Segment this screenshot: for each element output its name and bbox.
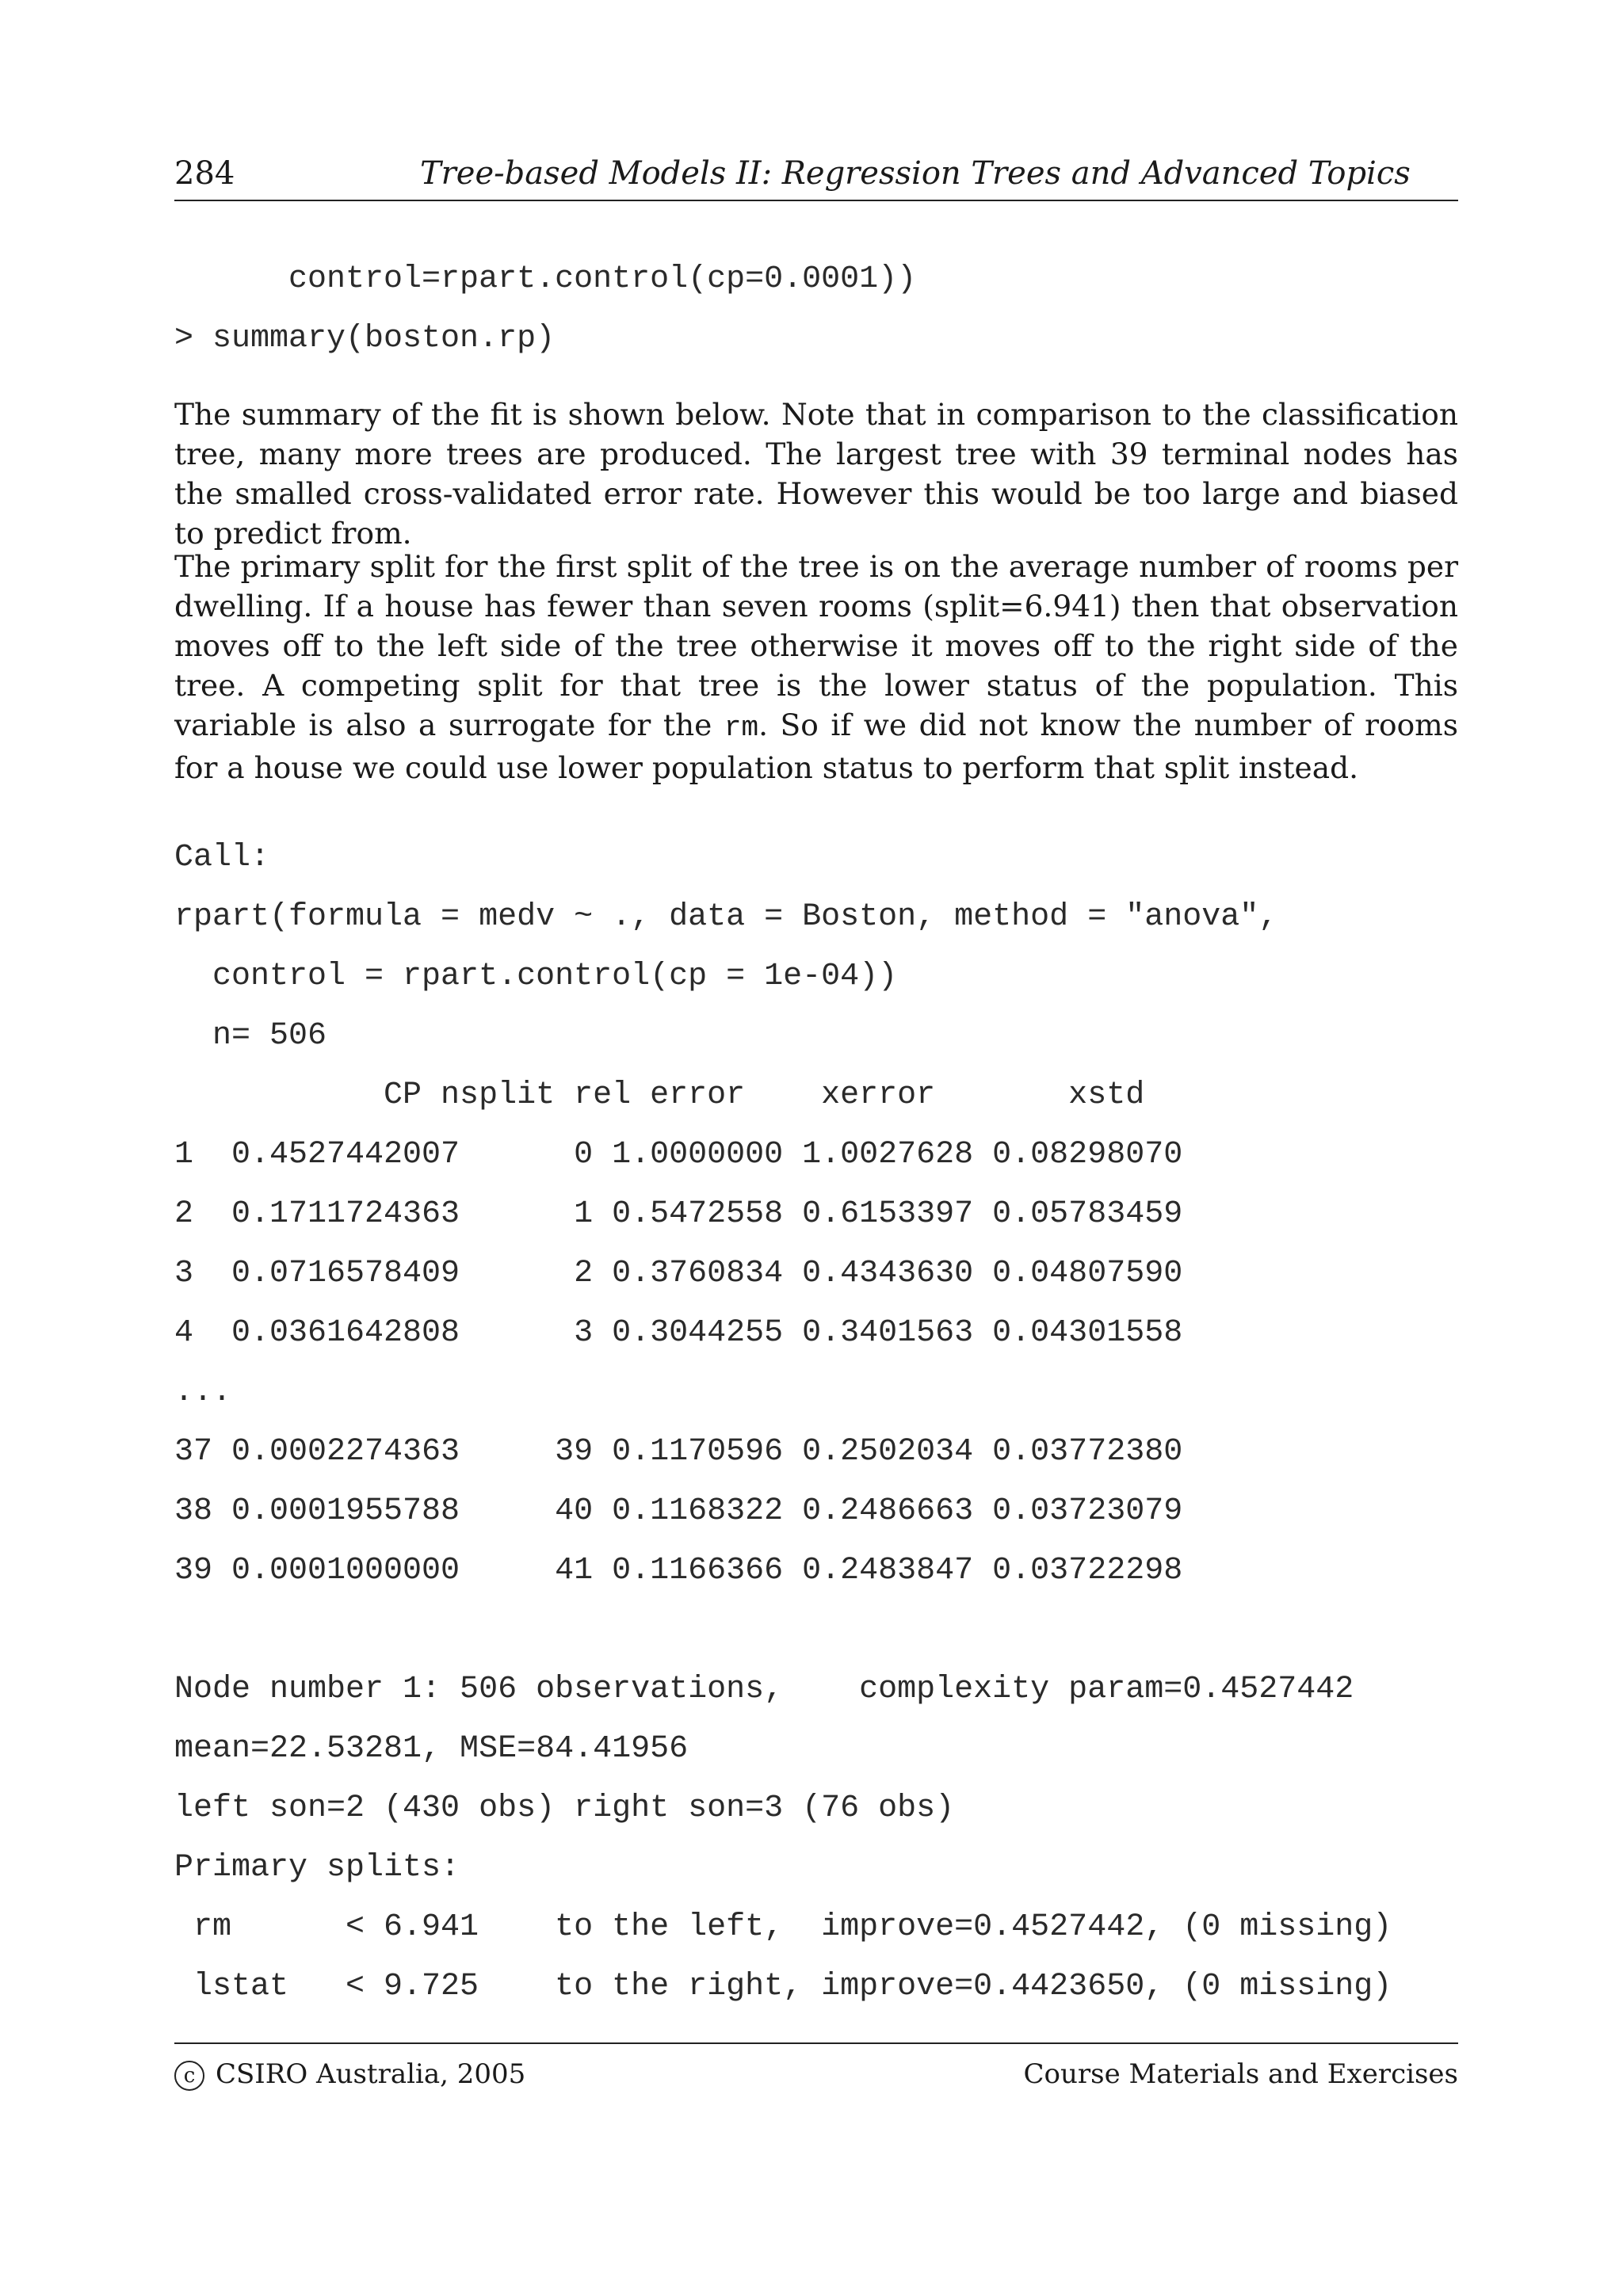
ellipsis-line: ... (174, 1375, 232, 1410)
output-line: left son=2 (430 obs) right son=3 (76 obs) (174, 1791, 955, 1826)
paragraph (174, 547, 1458, 788)
output-line: n= 506 (174, 1018, 327, 1054)
footer-right: Course Materials and Exercises (1023, 2058, 1458, 2090)
table-row: 4 0.0361642808 3 0.3044255 0.3401563 0.04301558 (174, 1315, 1183, 1351)
output-line: lstat < 9.725 to the right, improve=0.4423650, (0 missing) (174, 1969, 1392, 2004)
output-line: Call: (174, 840, 270, 875)
code-line: control=rpart.control(cp=0.0001)) (174, 261, 917, 297)
output-line: Primary splits: (174, 1850, 460, 1886)
footer-left-text: CSIRO Australia, 2005 (216, 2058, 526, 2090)
paragraph-text: The summary of the fit is shown below. Note that in comparison to the classification tree, many more trees are produced. The largest tree with 39 terminal nodes has the smalled cross-validated error rate. However this would be too large and biased to predict from. (174, 397, 1458, 551)
table-row: 38 0.0001955788 40 0.1168322 0.2486663 0.03723079 (174, 1493, 1183, 1529)
table-row: 1 0.4527442007 0 1.0000000 1.0027628 0.08298070 (174, 1137, 1183, 1173)
code-line: > summary(boston.rp) (174, 321, 556, 357)
page-footer (174, 2042, 1458, 2090)
copyright-icon: c (174, 2061, 204, 2091)
inline-code: rm (724, 711, 759, 744)
output-line: rm < 6.941 to the left, improve=0.4527442, (0 missing) (174, 1909, 1392, 1945)
page-number: 284 (174, 155, 235, 192)
output-line: mean=22.53281, MSE=84.41956 (174, 1731, 689, 1767)
output-line: Node number 1: 506 observations, complexity param=0.4527442 (174, 1672, 1354, 1707)
table-row: 37 0.0002274363 39 0.1170596 0.2502034 0.03772380 (174, 1434, 1183, 1470)
output-line: control = rpart.control(cp = 1e-04)) (174, 959, 898, 994)
paragraph (174, 395, 1458, 553)
output-line: rpart(formula = medv ~ ., data = Boston, method = "anova", (174, 899, 1278, 935)
paragraph-text: The primary split for the first split of the tree is on the average number of rooms per dwelling. If a house has fewer than seven rooms (split=6.941) then that observation moves off to the left side of the tree otherwise it moves off to the right side of the tree. A competing split for that tree is the lower status of the population. This variable is also a surrogate for the (174, 549, 1458, 742)
running-title: Tree-based Models II: Regression Trees and Advanced Topics (420, 155, 1411, 192)
table-header: CP nsplit rel error xerror xstd (174, 1077, 1145, 1113)
table-row: 3 0.0716578409 2 0.3760834 0.4343630 0.04807590 (174, 1256, 1183, 1291)
footer-left (174, 2058, 525, 2091)
paragraph-text: . So if we did not know the number of rooms for a house we could use lower population status to perform that split instead. (174, 707, 1458, 785)
table-row: 39 0.0001000000 41 0.1166366 0.2483847 0.03722298 (174, 1553, 1183, 1589)
table-row: 2 0.1711724363 1 0.5472558 0.6153397 0.05783459 (174, 1196, 1183, 1232)
page-header (174, 152, 1458, 201)
